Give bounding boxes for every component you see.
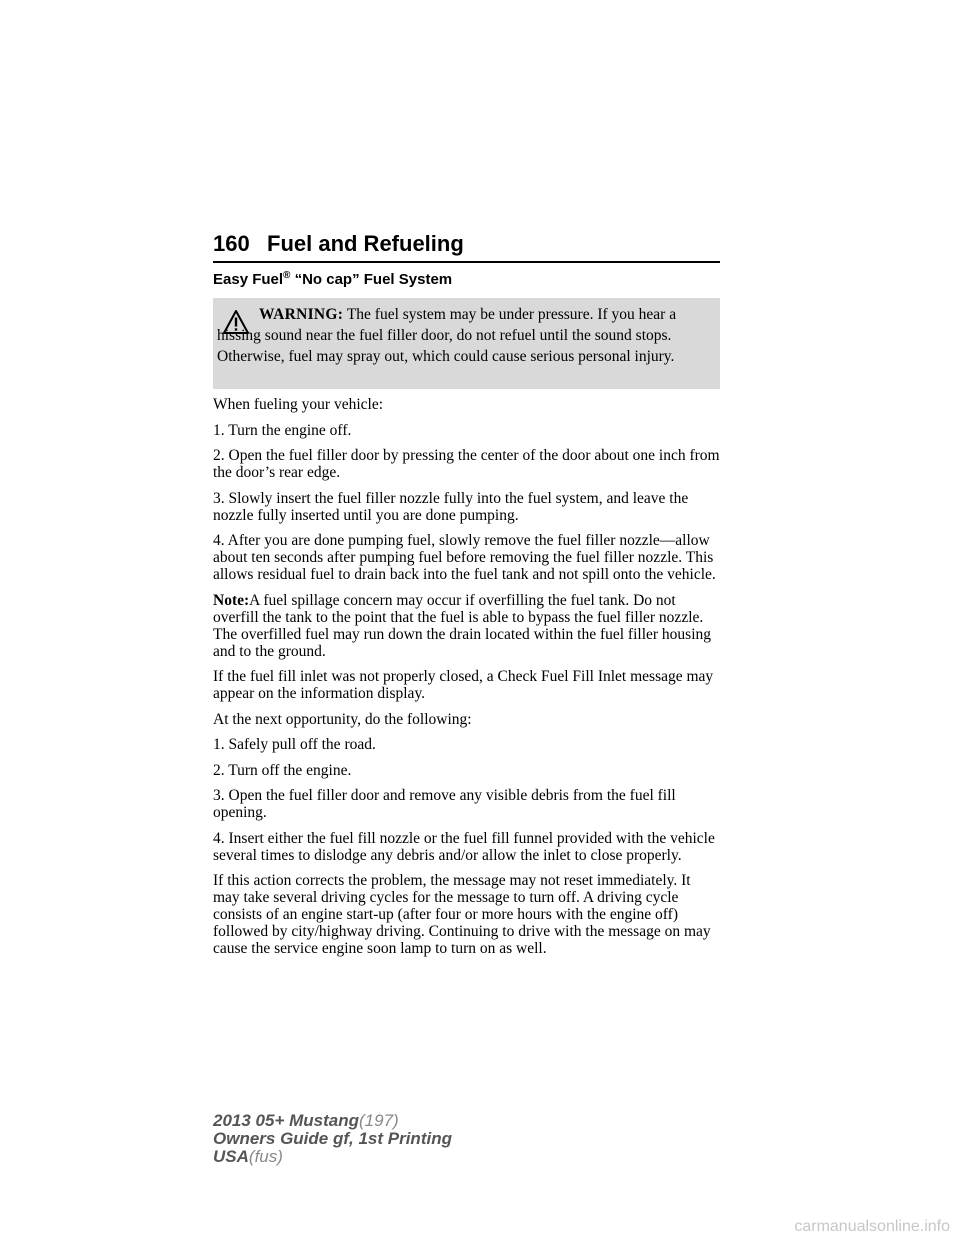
step-item: 1. Safely pull off the road. — [213, 736, 376, 753]
chapter-title: Fuel and Refueling — [267, 231, 464, 256]
footer-model: 2013 05+ Mustang — [213, 1111, 359, 1130]
warning-text — [217, 304, 714, 367]
step-item: 2. Turn off the engine. — [213, 761, 352, 779]
body-content — [213, 396, 721, 966]
footer-market: USA — [213, 1147, 249, 1166]
section-heading-rest: “No cap” Fuel System — [290, 271, 453, 288]
footer-line-2 — [213, 1130, 452, 1148]
watermark: carmanualsonline.info — [794, 1218, 950, 1235]
section-heading-main: Easy Fuel — [213, 271, 284, 288]
step-item: 4. Insert either the fuel fill nozzle or the fuel fill funnel provided with the vehicle several times to dislodge any debris and/or allow the inlet to close properly. — [213, 829, 715, 864]
paragraph: If the fuel fill inlet was not properly closed, a Check Fuel Fill Inlet message may appear on the information display. — [213, 668, 714, 702]
paragraph: At the next opportunity, do the following: — [213, 710, 472, 728]
footer-edition: Owners Guide gf, 1st Printing — [213, 1129, 452, 1148]
footer-page-ref: (197) — [359, 1111, 399, 1130]
step-item: 3. Slowly insert the fuel filler nozzle fully into the fuel system, and leave the nozzle fully inserted until you are done pumping. — [213, 489, 689, 524]
step-item: 3. Open the fuel filler door and remove any visible debris from the fuel fill opening. — [213, 787, 676, 821]
warning-label: WARNING: — [259, 306, 344, 323]
page-number: 160 — [213, 231, 250, 256]
registered-mark: ® — [283, 270, 291, 281]
page-footer — [213, 1112, 452, 1166]
note-label: Note: — [213, 591, 250, 609]
note-paragraph — [213, 592, 721, 660]
warning-message: The fuel system may be under pressure. If you hear a hissing sound near the fuel filler door, do not refuel until the sound stops. Otherwise, fuel may spray out, which could cause serious personal injury. — [217, 306, 677, 365]
footer-line-3 — [213, 1148, 452, 1166]
step-item: 4. After you are done pumping fuel, slowly remove the fuel filler nozzle—allow about ten seconds after pumping fuel before removing the fuel filler nozzle. This allows residual fuel to drain back into the fuel tank and not spill onto the vehicle. — [213, 532, 716, 583]
warning-box — [213, 298, 720, 389]
section-heading — [213, 270, 452, 288]
paragraph: If this action corrects the problem, the message may not reset immediately. It may take several driving cycles for the message to turn off. A driving cycle consists of an engine start-up (after four or more hours with the engine off) followed by city/highway driving. Continuing to drive with the message on may cause the service engine soon lamp to turn on as well. — [213, 872, 711, 957]
footer-line-1 — [213, 1112, 452, 1130]
note-text: A fuel spillage concern may occur if overfilling the fuel tank. Do not overfill the tank to the point that the fuel is able to bypass the fuel filler nozzle. The overfilled fuel may run down the drain located within the fuel filler housing and to the ground. — [213, 591, 712, 660]
page-header — [213, 231, 720, 263]
paragraph: When fueling your vehicle: — [213, 396, 384, 413]
step-item: 1. Turn the engine off. — [213, 421, 352, 439]
footer-code: (fus) — [248, 1147, 283, 1166]
step-item: 2. Open the fuel filler door by pressing the center of the door about one inch from the door’s rear edge. — [213, 447, 720, 481]
